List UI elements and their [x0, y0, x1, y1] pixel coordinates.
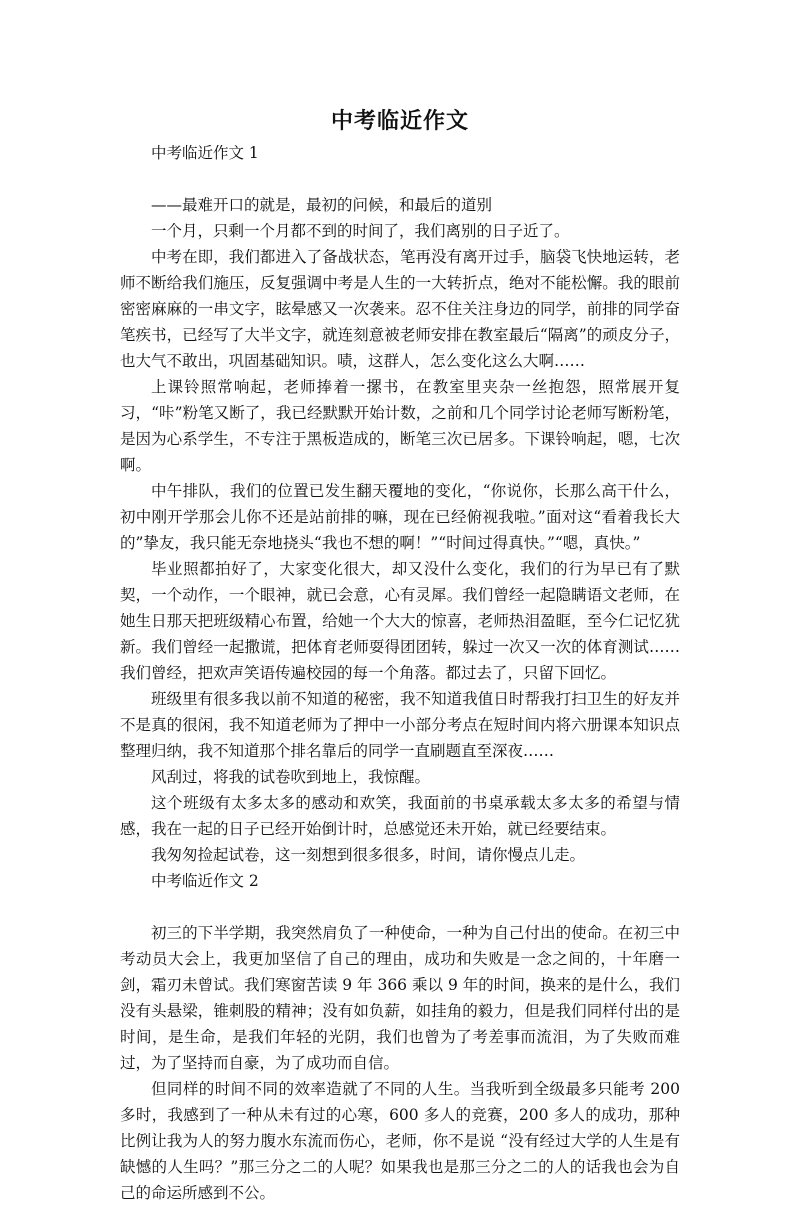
blank-line: [120, 894, 680, 920]
essay1-paragraph: 中午排队，我们的位置已发生翻天覆地的变化，“你说你，长那么高干什么，初中刚开学那会儿你不还是站前排的嘛，现在已经俯视我啦。”面对这“看着我长大的”挚友，我只能无奈地挠头“我也不想的啊！”“时间过得真快。”“嗯，真快。”: [120, 482, 680, 552]
essay2-paragraph: 但同样的时间不同的效率造就了不同的人生。当我听到全级最多只能考 200 多时，我感到了一种从未有过的心寒，600 多人的竞赛，200 多人的成功，那种比例让我为人的努力腹水东流而伤心，老师，你不是说 “没有经过大学的人生是有缺憾的人生吗？”那三分之二的人呢？如果我也是那三分之二的人的话我也会为自己的命运所感到不公。: [120, 1080, 680, 1202]
essay1-paragraph: 中考在即，我们都进入了备战状态，笔再没有离开过手，脑袋飞快地运转，老师不断给我们施压，反复强调中考是人生的一大转折点，绝对不能松懈。我的眼前密密麻麻的一串文字，眩晕感又一次袭来。忍不住关注身边的同学，前排的同学奋笔疾书，已经写了大半文字，就连刻意被老师安排在教室最后“隔离”的顽皮分子，也大气不敢出，巩固基础知识。啧，这群人，怎么变化这么大啊……: [120, 248, 680, 370]
essay1-paragraph: 我匆匆捡起试卷，这一刻想到很多很多，时间，请你慢点儿走。: [151, 846, 586, 864]
blank-line: [120, 166, 680, 192]
essay1-paragraph: 这个班级有太多太多的感动和欢笑，我面前的书桌承载太多太多的希望与情感，我在一起的日子已经开始倒计时，总感觉还未开始，就已经要结束。: [120, 794, 680, 838]
essay1-paragraph: 一个月，只剩一个月都不到的时间了，我们离别的日子近了。: [151, 222, 570, 240]
essay1-paragraph: ——最难开口的就是，最初的问候，和最后的道别: [151, 196, 493, 214]
essay1-paragraph: 班级里有很多我以前不知道的秘密，我不知道我值日时帮我打扫卫生的好友并不是真的很闲，我不知道老师为了押中一小部分考点在短时间内将六册课本知识点整理归纳，我不知道那个排名靠后的同学一直刷题直至深夜……: [120, 690, 680, 760]
essay1-paragraph: 毕业照都拍好了，大家变化很大，却又没什么变化，我们的行为早已有了默契，一个动作，一个眼神，就已会意，心有灵犀。我们曾经一起隐瞒语文老师，在她生日那天把班级精心布置，给她一个大大的惊喜，老师热泪盈眶，至今仁记忆犹新。我们曾经一起撒谎，把体育老师耍得团团转，躲过一次又一次的体育测试……我们曾经，把欢声笑语传遍校园的每一个角落。都过去了，只留下回忆。: [120, 560, 680, 682]
essay1-paragraph: 风刮过，将我的试卷吹到地上，我惊醒。: [151, 768, 431, 786]
document-title: 中考临近作文: [330, 109, 469, 134]
essay1-heading: 中考临近作文 1: [151, 144, 259, 162]
document-body: [120, 140, 680, 1206]
essay1-paragraph: 上课铃照常响起，老师捧着一摞书，在教室里夹杂一丝抱怨，照常展开复习，“咔”粉笔又断了，我已经默默开始计数，之前和几个同学讨论老师写断粉笔，是因为心系学生，不专注于黑板造成的，断笔三次已居多。下课铃响起，嗯，七次啊。: [120, 378, 680, 474]
essay2-paragraph: 初三的下半学期，我突然肩负了一种使命，一种为自己付出的使命。在初三中考动员大会上，我更加坚信了自己的理由，成功和失败是一念之间的，十年磨一剑，霜刃未曾试。我们寒窗苦读 9 年 366 乘以 9 年的时间，换来的是什么，我们没有头悬梁，锥刺股的精神；没有如负薪，如挂角的毅力，但是我们同样付出的是时间，是生命，是我们年轻的光阴，我们也曾为了考差事而流泪，为了失败而难过，为了坚持而自豪，为了成功而自信。: [120, 924, 680, 1072]
essay2-heading: 中考临近作文 2: [151, 872, 259, 890]
